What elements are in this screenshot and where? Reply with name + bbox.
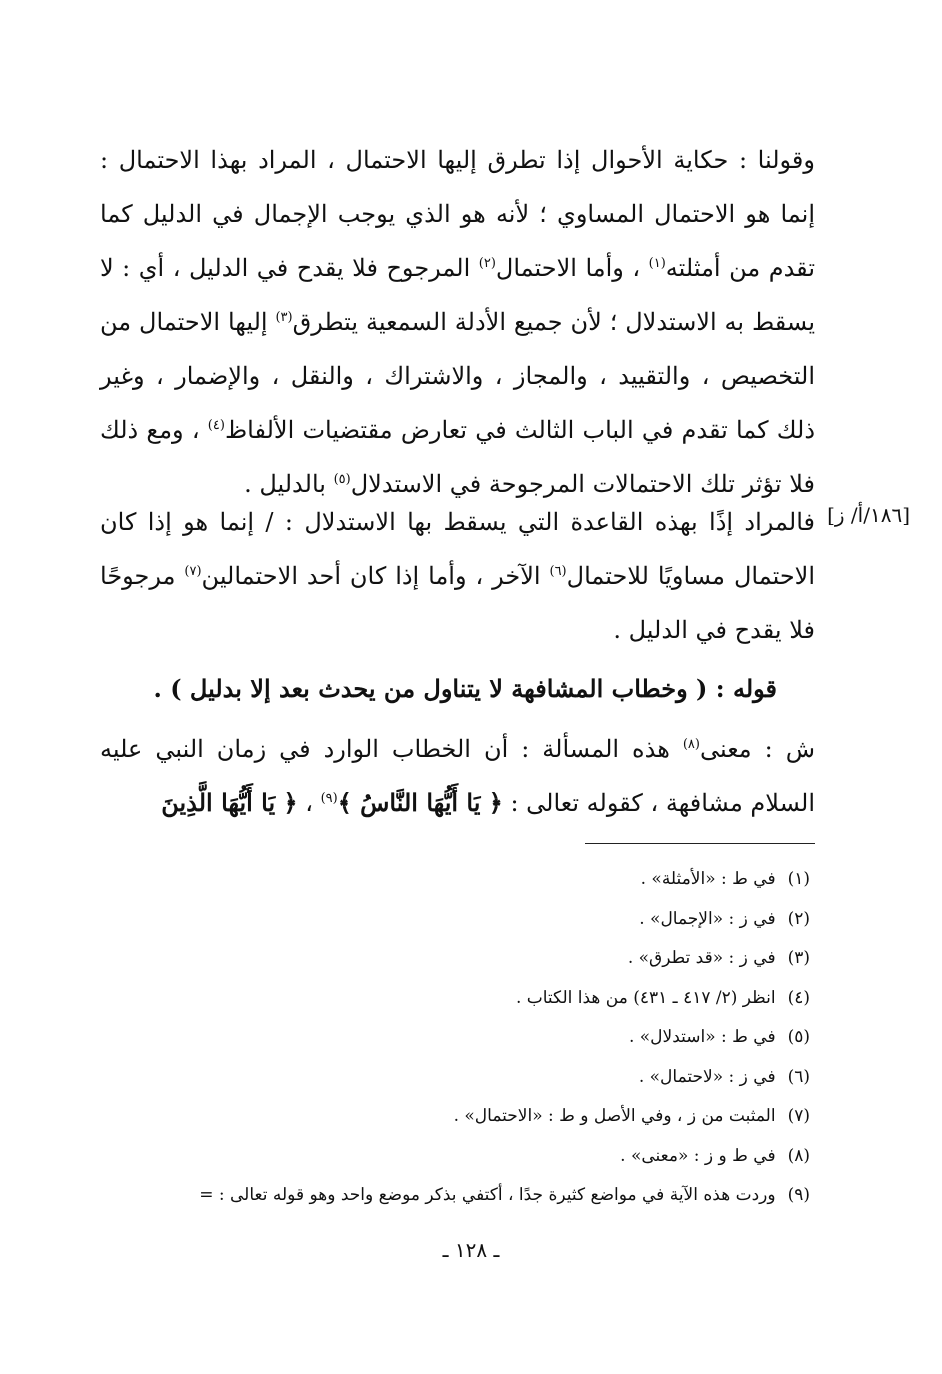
footnote-number: (٦) bbox=[787, 1066, 810, 1087]
paragraph-2 bbox=[100, 495, 815, 657]
footnote-number: (٩) bbox=[787, 1185, 810, 1205]
footnote-8 bbox=[60, 1137, 810, 1177]
footnote-number: (٢) bbox=[787, 908, 810, 929]
footnote-number: (١) bbox=[787, 869, 810, 889]
footnote-text: في ط : «الأمثلة» . bbox=[640, 869, 776, 889]
footnote-text: المثبت من ز ، وفي الأصل و ط : «الاحتمال» . bbox=[453, 1106, 776, 1126]
paragraph-1-text-b: ، وأما الاحتمال bbox=[495, 254, 649, 282]
footnote-2 bbox=[60, 900, 810, 940]
quran-quote-2: ﴿ يَا أَيُّهَا الَّذِينَ bbox=[161, 788, 298, 817]
paragraph-1-text-c: المرجوح فلا يقدح في الدليل ، أي : لا يسقط به الاستدلال ؛ لأن جميع الأدلة السمعية يتطرق bbox=[100, 254, 815, 336]
footnote-6 bbox=[60, 1058, 810, 1098]
footnote-divider bbox=[585, 843, 815, 844]
footnote-3 bbox=[60, 939, 810, 979]
footnote-text: انظر (٢/ ٤١٧ ـ ٤٣١) من هذا الكتاب . bbox=[515, 987, 776, 1008]
paragraph-3-text-a: ش : معنى bbox=[699, 735, 815, 763]
footnote-1 bbox=[60, 860, 810, 900]
paragraph-2-text-c: مرجوحًا فلا يقدح في الدليل . bbox=[100, 562, 815, 644]
footnote-text: في ط : «استدلال» . bbox=[628, 1027, 776, 1047]
footnote-text: في ز : «لاحتمال» . bbox=[638, 1066, 776, 1087]
footnote-ref-8[interactable]: (٨) bbox=[682, 737, 700, 752]
footnote-ref-1[interactable]: (١) bbox=[648, 256, 666, 271]
footnote-ref-5[interactable]: (٥) bbox=[333, 472, 351, 487]
paragraph-1-text-d: إليها الاحتمال من التخصيص ، والتقييد ، والمجاز ، والاشتراك ، والنقل ، والإضمار ، وغير ذلك كما تقدم في الباب الثالث في تعارض مقتضيات الألفاظ bbox=[100, 308, 816, 444]
paragraph-3-text-c: ، bbox=[297, 789, 321, 817]
footnote-text: في ط و ز : «معنى» . bbox=[620, 1145, 776, 1166]
footnote-5 bbox=[60, 1018, 810, 1058]
page-number: ـ ١٢٨ ـ bbox=[442, 1238, 500, 1262]
footnote-text: وردت هذه الآية في مواضع كثيرة جدًا ، أكتفي بذكر موضع واحد وهو قوله تعالى : = bbox=[199, 1185, 776, 1205]
footnote-7 bbox=[60, 1097, 810, 1137]
footnote-9 bbox=[60, 1176, 810, 1216]
paragraph-2-text-a: فالمراد إذًا بهذه القاعدة التي يسقط بها الاستدلال : / إنما هو إذا كان الاحتمال مساويًا للاحتمال bbox=[100, 508, 816, 590]
footnote-text: في ز : «الإجمال» . bbox=[639, 908, 776, 929]
footnote-ref-2[interactable]: (٢) bbox=[478, 256, 496, 271]
paragraph-1-text-f: بالدليل . bbox=[244, 470, 334, 498]
footnote-number: (٧) bbox=[787, 1106, 810, 1126]
footnote-ref-6[interactable]: (٦) bbox=[549, 564, 567, 579]
manuscript-folio-marker: [١٨٦/أ/ ز] bbox=[827, 503, 910, 527]
footnote-4 bbox=[60, 979, 810, 1019]
paragraph-2-text-b: الآخر ، وأما إذا كان أحد الاحتمالين bbox=[201, 562, 550, 590]
footnotes-list bbox=[60, 860, 810, 1216]
footnote-number: (٣) bbox=[787, 948, 810, 968]
paragraph-3-text-b: هذه المسألة : أن الخطاب الوارد في زمان النبي عليه السلام مشافهة ، كقوله تعالى : bbox=[100, 735, 815, 817]
paragraph-1 bbox=[100, 133, 815, 511]
footnote-ref-7[interactable]: (٧) bbox=[184, 564, 202, 579]
footnote-ref-9[interactable]: (٩) bbox=[320, 791, 338, 806]
footnote-ref-3[interactable]: (٣) bbox=[275, 310, 293, 325]
footnote-text: في ز : «قد تطرق» . bbox=[627, 948, 776, 968]
footnote-ref-4[interactable]: (٤) bbox=[207, 418, 225, 433]
footnote-number: (٨) bbox=[787, 1145, 810, 1166]
paragraph-1-text-e: ، ومع ذلك فلا تؤثر تلك الاحتمالات المرجوحة في الاستدلال bbox=[100, 416, 815, 498]
footnote-number: (٤) bbox=[787, 987, 810, 1008]
section-heading: قوله : ( وخطاب المشافهة لا يتناول من يحدث بعد إلا بدليل ) . bbox=[153, 674, 777, 703]
quran-quote-1: ﴿ يَا أَيُّهَا النَّاسُ ﴾ bbox=[337, 788, 503, 817]
footnote-number: (٥) bbox=[787, 1027, 810, 1047]
paragraph-1-text-a: وقولنا : حكاية الأحوال إذا تطرق إليها الاحتمال ، المراد بهذا الاحتمال : إنما هو الاحتمال المساوي ؛ لأنه هو الذي يوجب الإجمال في الدليل كما تقدم من أمثلته bbox=[100, 146, 815, 282]
paragraph-3 bbox=[100, 722, 815, 830]
